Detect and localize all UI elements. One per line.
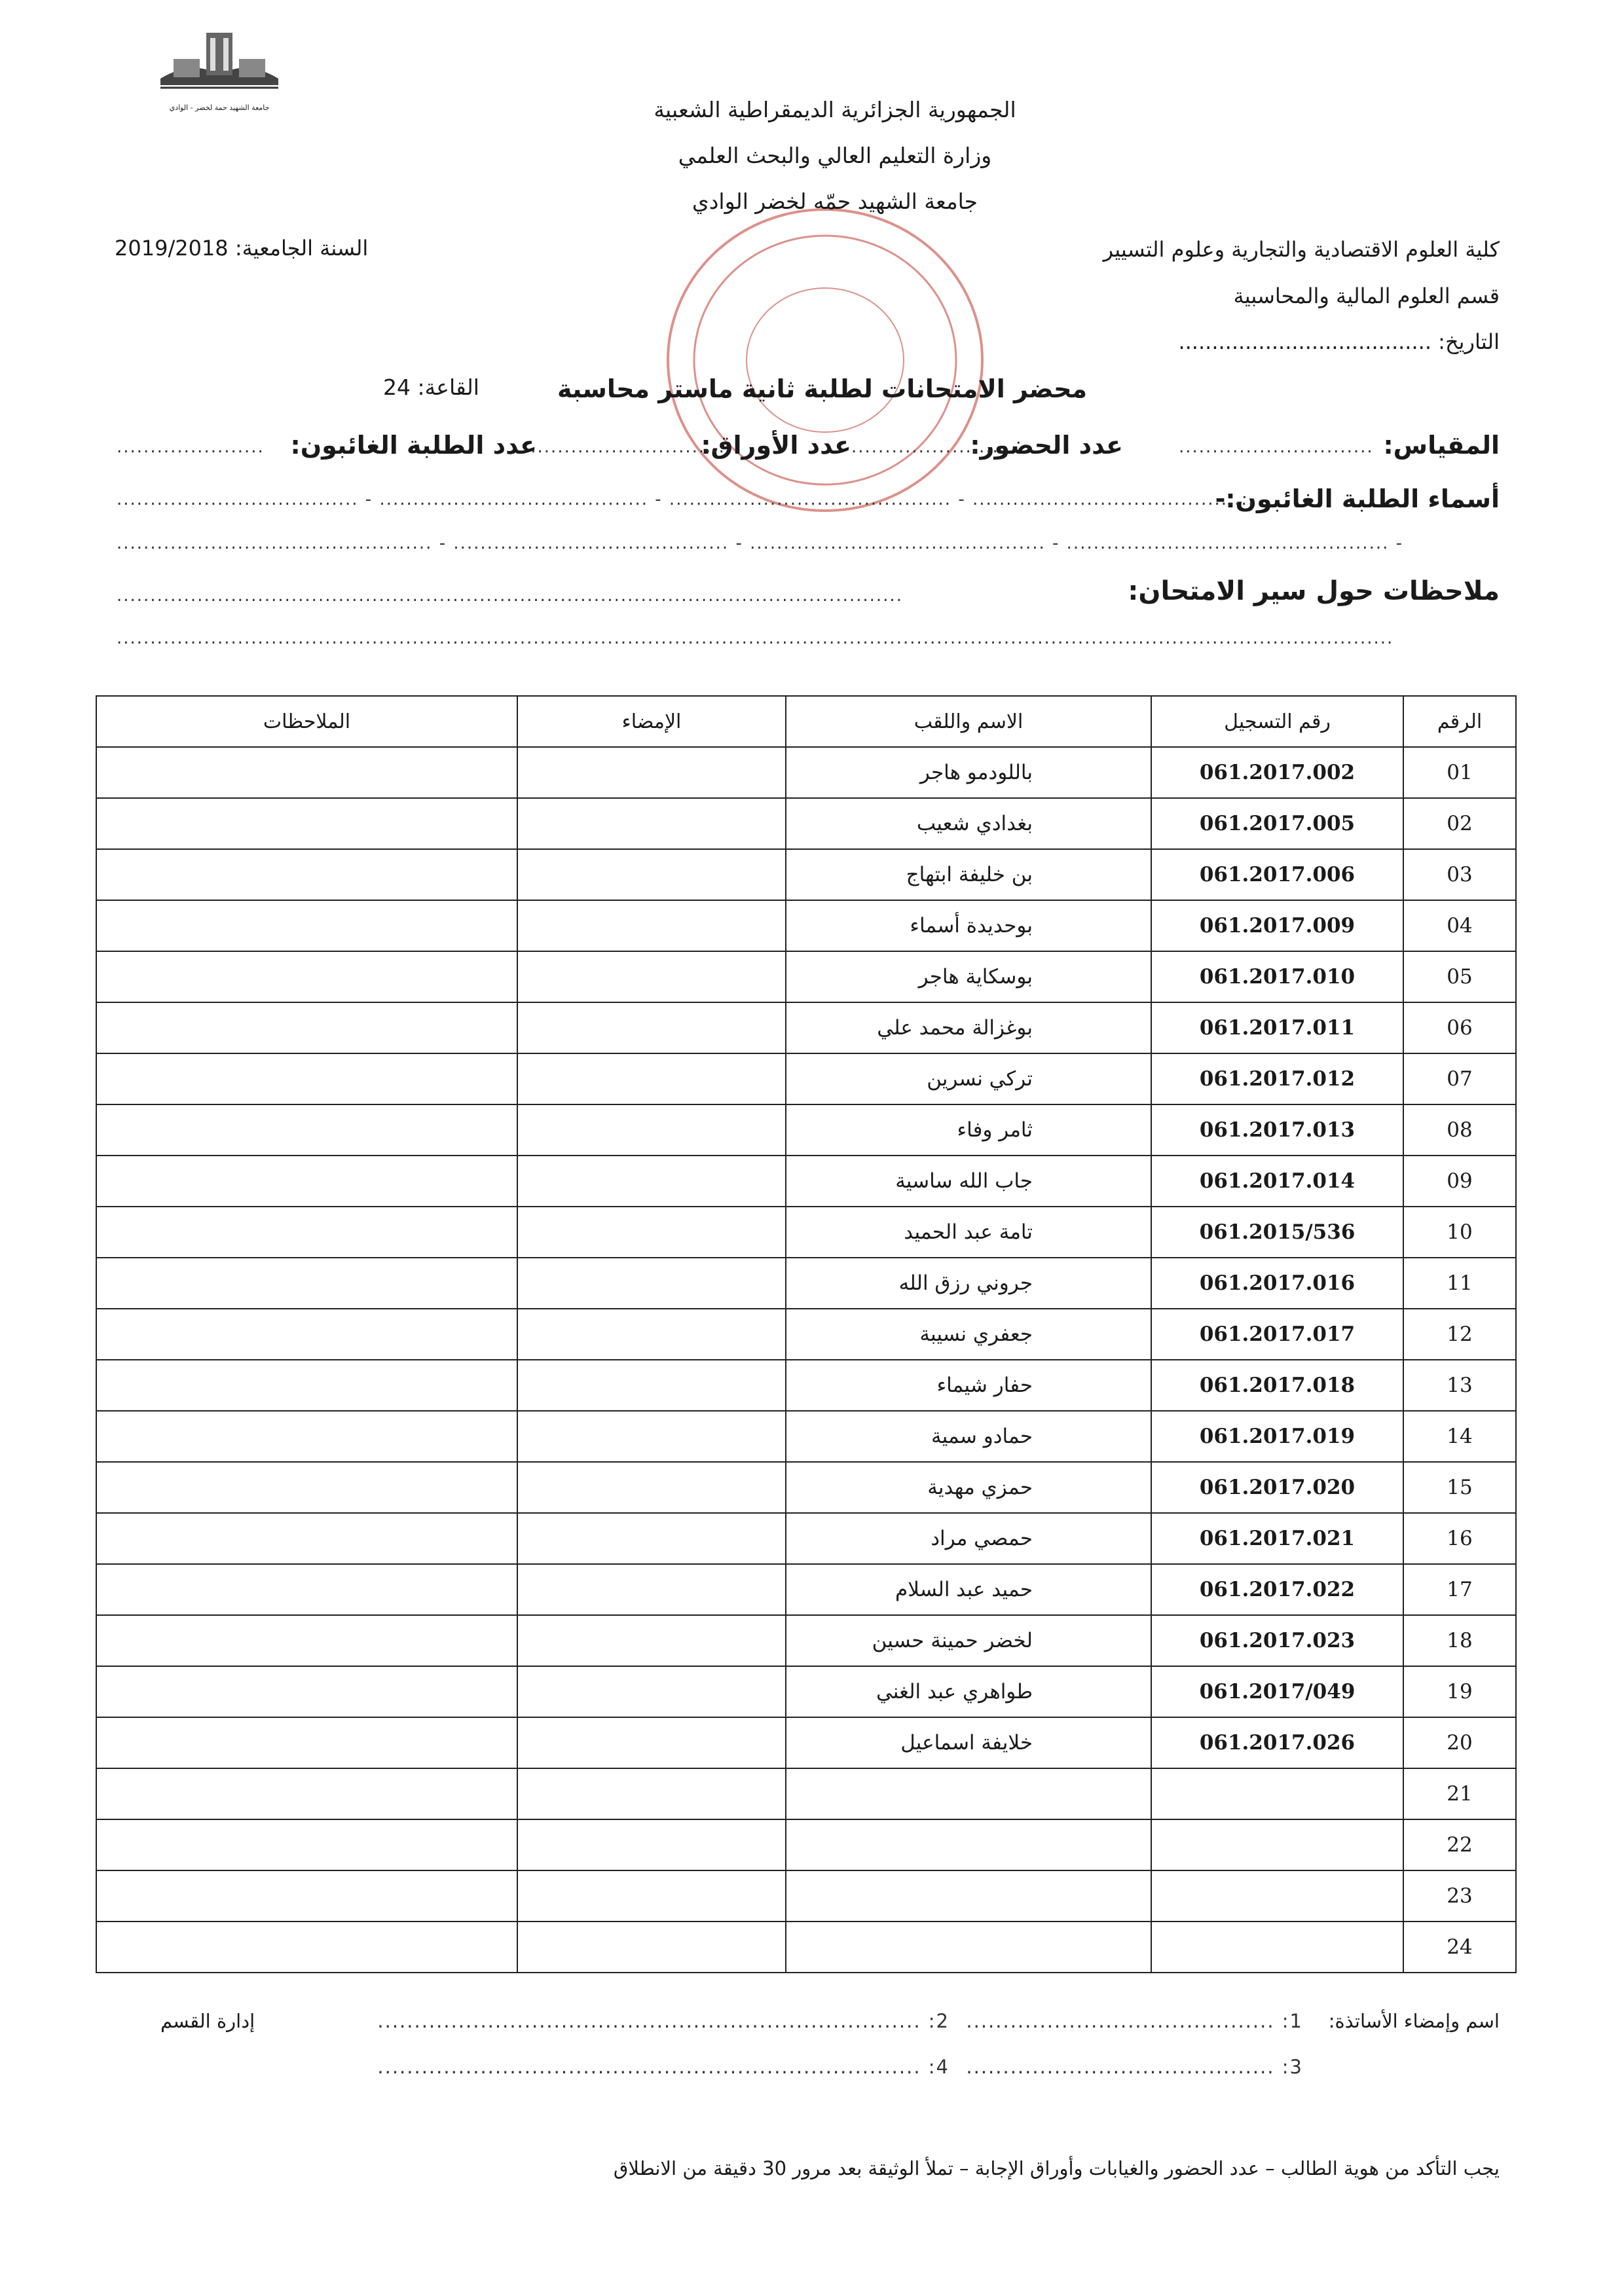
university-logo bbox=[154, 20, 285, 112]
row-number: 13 bbox=[1403, 1360, 1516, 1411]
registration-number: 061.2017.017 bbox=[1151, 1309, 1403, 1360]
table-row bbox=[96, 747, 1516, 798]
signature-cell[interactable] bbox=[517, 849, 786, 900]
university-name: جامعة الشهيد حمّه لخضر الوادي bbox=[692, 189, 978, 214]
notes-cell[interactable] bbox=[96, 849, 517, 900]
registration-number: 061.2017.005 bbox=[1151, 798, 1403, 849]
footer-instruction: يجب التأكد من هوية الطالب – عدد الحضور والغيابات وأوراق الإجابة – تملأ الوثيقة بعد مرور 30 دقيقة من الانطلاق bbox=[613, 2157, 1500, 2179]
absent-names-dots-1: .................................... - ........................................ - .......................................... - .......................................... bbox=[117, 490, 1255, 509]
report-title: محضر الامتحانات لطلبة ثانية ماستر محاسبة bbox=[557, 374, 1087, 403]
student-name: جعفري نسيبة bbox=[786, 1309, 1151, 1360]
signature-cell[interactable] bbox=[517, 1615, 786, 1666]
notes-cell[interactable] bbox=[96, 1615, 517, 1666]
row-number: 05 bbox=[1403, 951, 1516, 1002]
registration-number: 061.2017.020 bbox=[1151, 1462, 1403, 1513]
table-row bbox=[96, 1156, 1516, 1207]
student-name: بوسكاية هاجر bbox=[786, 951, 1151, 1002]
signature-cell[interactable] bbox=[517, 1258, 786, 1309]
exam-notes-dots-2: .............................................................................................................................................................................................. bbox=[117, 629, 1394, 648]
signature-cell[interactable] bbox=[517, 1819, 786, 1870]
registration-number bbox=[1151, 1819, 1403, 1870]
department-administration: إدارة القسم bbox=[160, 2010, 255, 2032]
student-name: تامة عبد الحميد bbox=[786, 1207, 1151, 1258]
registration-number: 061.2017/049 bbox=[1151, 1666, 1403, 1717]
signature-cell[interactable] bbox=[517, 1104, 786, 1156]
exam-notes-dots-1: ..................................................................................................................... bbox=[117, 586, 903, 606]
row-number: 12 bbox=[1403, 1309, 1516, 1360]
notes-cell[interactable] bbox=[96, 1411, 517, 1462]
student-name: حفار شيماء bbox=[786, 1360, 1151, 1411]
student-name: بغدادي شعيب bbox=[786, 798, 1151, 849]
registration-number: 061.2015/536 bbox=[1151, 1207, 1403, 1258]
faculty-name: كلية العلوم الاقتصادية والتجارية وعلوم التسيير bbox=[1103, 237, 1500, 262]
student-name bbox=[786, 1870, 1151, 1922]
teacher-2-field: 2: .......................................................................... bbox=[377, 2010, 950, 2032]
registration-number: 061.2017.022 bbox=[1151, 1564, 1403, 1615]
signature-cell[interactable] bbox=[517, 798, 786, 849]
notes-cell[interactable] bbox=[96, 798, 517, 849]
row-number: 15 bbox=[1403, 1462, 1516, 1513]
absent-count-label: عدد الطلبة الغائبون: bbox=[290, 431, 537, 460]
student-name: بن خليفة ابتهاج bbox=[786, 849, 1151, 900]
student-name: طواهري عبد الغني bbox=[786, 1666, 1151, 1717]
table-row bbox=[96, 1870, 1516, 1922]
notes-cell[interactable] bbox=[96, 1360, 517, 1411]
notes-cell[interactable] bbox=[96, 1309, 517, 1360]
notes-cell[interactable] bbox=[96, 1717, 517, 1768]
table-row bbox=[96, 1564, 1516, 1615]
row-number: 19 bbox=[1403, 1666, 1516, 1717]
table-row bbox=[96, 951, 1516, 1002]
row-number: 20 bbox=[1403, 1717, 1516, 1768]
row-number: 17 bbox=[1403, 1564, 1516, 1615]
row-number: 11 bbox=[1403, 1258, 1516, 1309]
notes-cell[interactable] bbox=[96, 1922, 517, 1973]
col-header-name: الاسم واللقب bbox=[786, 696, 1151, 747]
col-header-signature: الإمضاء bbox=[517, 696, 786, 747]
row-number: 01 bbox=[1403, 747, 1516, 798]
notes-cell[interactable] bbox=[96, 1768, 517, 1819]
subject-dots: ............................. bbox=[1179, 437, 1374, 457]
student-name: خلايفة اسماعيل bbox=[786, 1717, 1151, 1768]
col-header-registration: رقم التسجيل bbox=[1151, 696, 1403, 747]
table-row bbox=[96, 1104, 1516, 1156]
absent-count-dots: ...................... bbox=[117, 437, 265, 457]
notes-cell[interactable] bbox=[96, 1207, 517, 1258]
table-row bbox=[96, 1309, 1516, 1360]
row-number: 16 bbox=[1403, 1513, 1516, 1564]
row-number: 14 bbox=[1403, 1411, 1516, 1462]
registration-number bbox=[1151, 1922, 1403, 1973]
table-row bbox=[96, 798, 1516, 849]
row-number: 02 bbox=[1403, 798, 1516, 849]
signature-cell[interactable] bbox=[517, 1207, 786, 1258]
col-header-notes: الملاحظات bbox=[96, 696, 517, 747]
notes-cell[interactable] bbox=[96, 1870, 517, 1922]
teacher-4-field: 4: .......................................................................... bbox=[377, 2056, 950, 2078]
notes-cell[interactable] bbox=[96, 1053, 517, 1104]
signature-cell[interactable] bbox=[517, 1564, 786, 1615]
signature-cell[interactable] bbox=[517, 900, 786, 951]
student-name: حمادو سمية bbox=[786, 1411, 1151, 1462]
registration-number bbox=[1151, 1768, 1403, 1819]
university-logo-icon bbox=[154, 20, 285, 105]
student-name: باللودمو هاجر bbox=[786, 747, 1151, 798]
notes-cell[interactable] bbox=[96, 1104, 517, 1156]
signature-cell[interactable] bbox=[517, 1462, 786, 1513]
student-name: حميد عبد السلام bbox=[786, 1564, 1151, 1615]
table-row bbox=[96, 1207, 1516, 1258]
registration-number bbox=[1151, 1870, 1403, 1922]
row-number: 18 bbox=[1403, 1615, 1516, 1666]
attendance-dots: ....................... bbox=[851, 437, 1006, 457]
student-name bbox=[786, 1922, 1151, 1973]
registration-number: 061.2017.013 bbox=[1151, 1104, 1403, 1156]
notes-cell[interactable] bbox=[96, 951, 517, 1002]
registration-number: 061.2017.006 bbox=[1151, 849, 1403, 900]
signature-cell[interactable] bbox=[517, 1717, 786, 1768]
notes-cell[interactable] bbox=[96, 1513, 517, 1564]
signature-cell[interactable] bbox=[517, 747, 786, 798]
table-row bbox=[96, 1615, 1516, 1666]
table-row bbox=[96, 849, 1516, 900]
notes-cell[interactable] bbox=[96, 1666, 517, 1717]
teachers-signature-label: اسم وإمضاء الأساتذة: bbox=[1328, 2010, 1500, 2032]
notes-cell[interactable] bbox=[96, 1002, 517, 1053]
row-number: 04 bbox=[1403, 900, 1516, 951]
signature-cell[interactable] bbox=[517, 1156, 786, 1207]
table-row bbox=[96, 1717, 1516, 1768]
student-name: حمصي مراد bbox=[786, 1513, 1151, 1564]
date-field: التاريخ: ...................................... bbox=[1178, 329, 1500, 354]
papers-dots: .............................. bbox=[524, 437, 726, 457]
row-number: 21 bbox=[1403, 1768, 1516, 1819]
teacher-1-field: 1: .......................................... bbox=[966, 2010, 1303, 2032]
student-name: بوحديدة أسماء bbox=[786, 900, 1151, 951]
student-name: ثامر وفاء bbox=[786, 1104, 1151, 1156]
student-name: بوغزالة محمد علي bbox=[786, 1002, 1151, 1053]
notes-cell[interactable] bbox=[96, 1564, 517, 1615]
row-number: 03 bbox=[1403, 849, 1516, 900]
student-name: حمزي مهدية bbox=[786, 1462, 1151, 1513]
table-header-row bbox=[96, 696, 1516, 747]
row-number: 22 bbox=[1403, 1819, 1516, 1870]
registration-number: 061.2017.026 bbox=[1151, 1717, 1403, 1768]
signature-cell[interactable] bbox=[517, 1309, 786, 1360]
table-row bbox=[96, 1258, 1516, 1309]
official-stamp-icon bbox=[655, 196, 995, 524]
student-name: جروني رزق الله bbox=[786, 1258, 1151, 1309]
republic-title: الجمهورية الجزائرية الديمقراطية الشعبية bbox=[654, 97, 1016, 122]
registration-number: 061.2017.016 bbox=[1151, 1258, 1403, 1309]
table-row bbox=[96, 1666, 1516, 1717]
row-number: 08 bbox=[1403, 1104, 1516, 1156]
signature-cell[interactable] bbox=[517, 1053, 786, 1104]
table-row bbox=[96, 1819, 1516, 1870]
row-number: 10 bbox=[1403, 1207, 1516, 1258]
table-row bbox=[96, 1360, 1516, 1411]
student-name: لخضر حمينة حسين bbox=[786, 1615, 1151, 1666]
registration-number: 061.2017.023 bbox=[1151, 1615, 1403, 1666]
signature-cell[interactable] bbox=[517, 1411, 786, 1462]
table-row bbox=[96, 1513, 1516, 1564]
table-row bbox=[96, 1002, 1516, 1053]
ministry-title: وزارة التعليم العالي والبحث العلمي bbox=[678, 143, 992, 168]
papers-label: عدد الأوراق: bbox=[701, 431, 851, 460]
attendance-table bbox=[96, 695, 1517, 1973]
student-name bbox=[786, 1768, 1151, 1819]
signature-cell[interactable] bbox=[517, 951, 786, 1002]
signature-cell[interactable] bbox=[517, 1666, 786, 1717]
absent-names-label: أسماء الطلبة الغائبون:- bbox=[1215, 484, 1500, 513]
notes-cell[interactable] bbox=[96, 1156, 517, 1207]
registration-number: 061.2017.002 bbox=[1151, 747, 1403, 798]
absent-names-dots-2: ............................................... - ......................................... - ............................................ - ................................................ - bbox=[117, 534, 1404, 553]
logo-caption: جامعة الشهيد حمة لخضر - الوادي bbox=[169, 103, 270, 112]
table-row bbox=[96, 1462, 1516, 1513]
signature-cell[interactable] bbox=[517, 1002, 786, 1053]
table-row bbox=[96, 900, 1516, 951]
notes-cell[interactable] bbox=[96, 1258, 517, 1309]
row-number: 06 bbox=[1403, 1002, 1516, 1053]
signature-cell[interactable] bbox=[517, 1768, 786, 1819]
registration-number: 061.2017.009 bbox=[1151, 900, 1403, 951]
registration-number: 061.2017.021 bbox=[1151, 1513, 1403, 1564]
student-name bbox=[786, 1819, 1151, 1870]
registration-number: 061.2017.012 bbox=[1151, 1053, 1403, 1104]
teacher-3-field: 3: .......................................... bbox=[966, 2056, 1303, 2078]
table-row bbox=[96, 1922, 1516, 1973]
table-row bbox=[96, 1411, 1516, 1462]
signature-cell[interactable] bbox=[517, 1513, 786, 1564]
room-number: القاعة: 24 bbox=[383, 374, 479, 400]
row-number: 23 bbox=[1403, 1870, 1516, 1922]
registration-number: 061.2017.010 bbox=[1151, 951, 1403, 1002]
table-row bbox=[96, 1768, 1516, 1819]
row-number: 09 bbox=[1403, 1156, 1516, 1207]
notes-cell[interactable] bbox=[96, 1819, 517, 1870]
notes-cell[interactable] bbox=[96, 1462, 517, 1513]
table-row bbox=[96, 1053, 1516, 1104]
student-name: تركي نسرين bbox=[786, 1053, 1151, 1104]
signature-cell[interactable] bbox=[517, 1922, 786, 1973]
signature-cell[interactable] bbox=[517, 1870, 786, 1922]
registration-number: 061.2017.014 bbox=[1151, 1156, 1403, 1207]
signature-cell[interactable] bbox=[517, 1360, 786, 1411]
row-number: 07 bbox=[1403, 1053, 1516, 1104]
row-number: 24 bbox=[1403, 1922, 1516, 1973]
registration-number: 061.2017.011 bbox=[1151, 1002, 1403, 1053]
department-name: قسم العلوم المالية والمحاسبية bbox=[1233, 283, 1500, 308]
col-header-number: الرقم bbox=[1403, 696, 1516, 747]
exam-notes-label: ملاحظات حول سير الامتحان: bbox=[1128, 576, 1500, 606]
academic-year: السنة الجامعية: 2019/2018 bbox=[115, 236, 369, 261]
attendance-label: عدد الحضور: bbox=[970, 431, 1123, 460]
registration-number: 061.2017.019 bbox=[1151, 1411, 1403, 1462]
subject-label: المقياس: bbox=[1383, 431, 1500, 460]
notes-cell[interactable] bbox=[96, 900, 517, 951]
notes-cell[interactable] bbox=[96, 747, 517, 798]
registration-number: 061.2017.018 bbox=[1151, 1360, 1403, 1411]
student-name: جاب الله ساسية bbox=[786, 1156, 1151, 1207]
